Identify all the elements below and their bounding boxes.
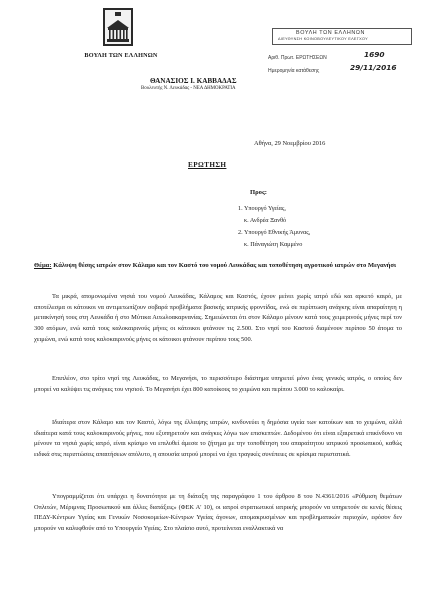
document-heading: ΕΡΩΤΗΣΗ [188, 161, 227, 169]
body-paragraph: Υπογραμμίζεται ότι υπάρχει η δυνατότητα με τη διάταξη της παραγράφου 1 του άρθρου 8 του Ν.4361/2016 «Ρύθμιση θεμάτων Οπλιτών, Μέριμνας Προσωπικού και άλλες διατάξεις» (ΦΕΚ Α' 10), οι ιατροί στρατιωτικοί ιατρικής μπορούν να υπηρετούν σε κενές θέσεις ΠΕΔΥ-Κέντρων Υγείας και Γενικών Νοσοκομείων-Κέντρων Υγείας άγονων, απομακρυσμένων και προβληματικών περιοχών, εφόσον δεν μπορούν να καλυφθούν από το Υπουργείο Υγείας. Στο πλαίσιο αυτό, προτείνεται εναλλακτικά να [34, 493, 402, 533]
author-role: Βουλευτής Ν. Λευκάδας - ΝΕΑ ΔΗΜΟΚΡΑΤΙΑ [141, 86, 236, 91]
body-paragraph: Τα μικρά, απομονωμένα νησιά του νομού Λευκάδας, Κάλαμος και Καστός, έχουν μείνει χωρίς ιατρό εδώ και αρκετό καιρό, με αποτέλεσμα οι κάτοικοι να αντιμετωπίζουν σοβαρά προβλήματα βασικής ιατρικής φροντίδας, ενώ σε περίπτωση ανάγκης είναι απαραίτητη η μετακίνησή τους στη Λευκάδα ή στο Μύτικα Αιτωλοακαρνανίας. Σημειώνεται ότι στον Κάλαμο μένουν κατά τους χειμερινούς μήνες περί τον 300 ατόμων, ενώ κατά τους καλοκαιρινούς μήνες οι κάτοικοι φτάνουν τις 2.500. Στο νησί του Καστού διαμένουν περίπου 50 άτομα το χειμώνα, ενώ κατά τους καλοκαιρινούς μήνες οι κάτοικοι φτάνουν περίπου τους 500. [34, 293, 402, 343]
stamp-prot-value: 1690 [364, 50, 385, 59]
body-paragraph: Επιπλέον, στο τρίτο νησί της Λευκάδας, το Μεγανήσι, το περισσότερο διάστημα υπηρετεί μόνο ένας γενικός ιατρός, ο οποίος δεν μπορεί να καλύψει τις ανάγκες του νησιού. Το Μεγανήσι έχει 800 κατοίκους το χειμώνα και περίπου 3.000 το καλοκαίρι. [34, 375, 402, 393]
recipient-line: 2. Υπουργό Εθνικής Άμυνας, [238, 229, 311, 236]
author-name: ΘΑΝΑΣΙΟΣ Ι. ΚΑΒΒΑΔΑΣ [150, 77, 237, 85]
stamp-prot-label: Αριθ. Πρωτ. ΕΡΩΤΗΣΕΩΝ [268, 55, 327, 61]
stamp-line-1: ΒΟΥΛΗ ΤΩΝ ΕΛΛΗΝΩΝ [296, 30, 366, 36]
stamp-date-value: 29/11/2016 [350, 63, 397, 72]
subject-text: Κάλυψη θέσης ιατρών στον Κάλαμο και τον Καστό του νομού Λευκάδας και τοποθέτηση αγροτικού ιατρών στο Μεγανήσι [51, 262, 397, 269]
body-paragraph: Ιδιαίτερα στον Κάλαμο και τον Καστό, λόγω της έλλειψης ιατρών, κινδυνεύει η δημόσια υγεία των κατοίκων και το χειμώνα, αλλά ιδιαίτερα κατά τους καλοκαιρινούς μήνες, που εξυπηρετούν και ανάγκες λόγω των επισκεπτών. Δεδομένου ότι είναι εξαιρετικά επικίνδυνο να μένουν τα νησιά χωρίς ιατρό, είναι κρίσιμο να επιλυθεί άμεσα το ζήτημα με την τοποθέτηση του απαραίτητου ιατρικού προσωπικού, καθώς ειδικά στις περιπτώσεις απαιτήσεων απόλυτο, η απουσία ιατρού μπορεί να έχει τραγικές συνέπειες σε κρίσιμα περιστατικά. [34, 419, 402, 459]
stamp-line-2: ΔΙΕΥΘΥΝΣΗ ΚΟΙΝΟΒΟΥΛΕΥΤΙΚΟΥ ΕΛΕΓΧΟΥ [278, 37, 368, 41]
recipient-line: 1. Υπουργό Υγείας, [238, 205, 286, 212]
recipient-line: κ. Πάναγιώτη Καμμένο [244, 241, 303, 248]
receipt-stamp [268, 28, 416, 100]
subject-label: Θέμα: [34, 262, 52, 269]
document-date: Αθήνα, 29 Νοεμβρίου 2016 [254, 140, 326, 147]
institution-name: ΒΟΥΛΗ ΤΩΝ ΕΛΛΗΝΩΝ [84, 52, 158, 59]
recipients-label: Προς: [250, 189, 267, 196]
subject-line [34, 260, 404, 272]
recipient-line: κ. Ανδρέα Ξανθό [244, 217, 287, 224]
stamp-date-label: Ημερομηνία κατάθεσης [268, 68, 320, 74]
parliament-emblem-icon [101, 6, 135, 48]
